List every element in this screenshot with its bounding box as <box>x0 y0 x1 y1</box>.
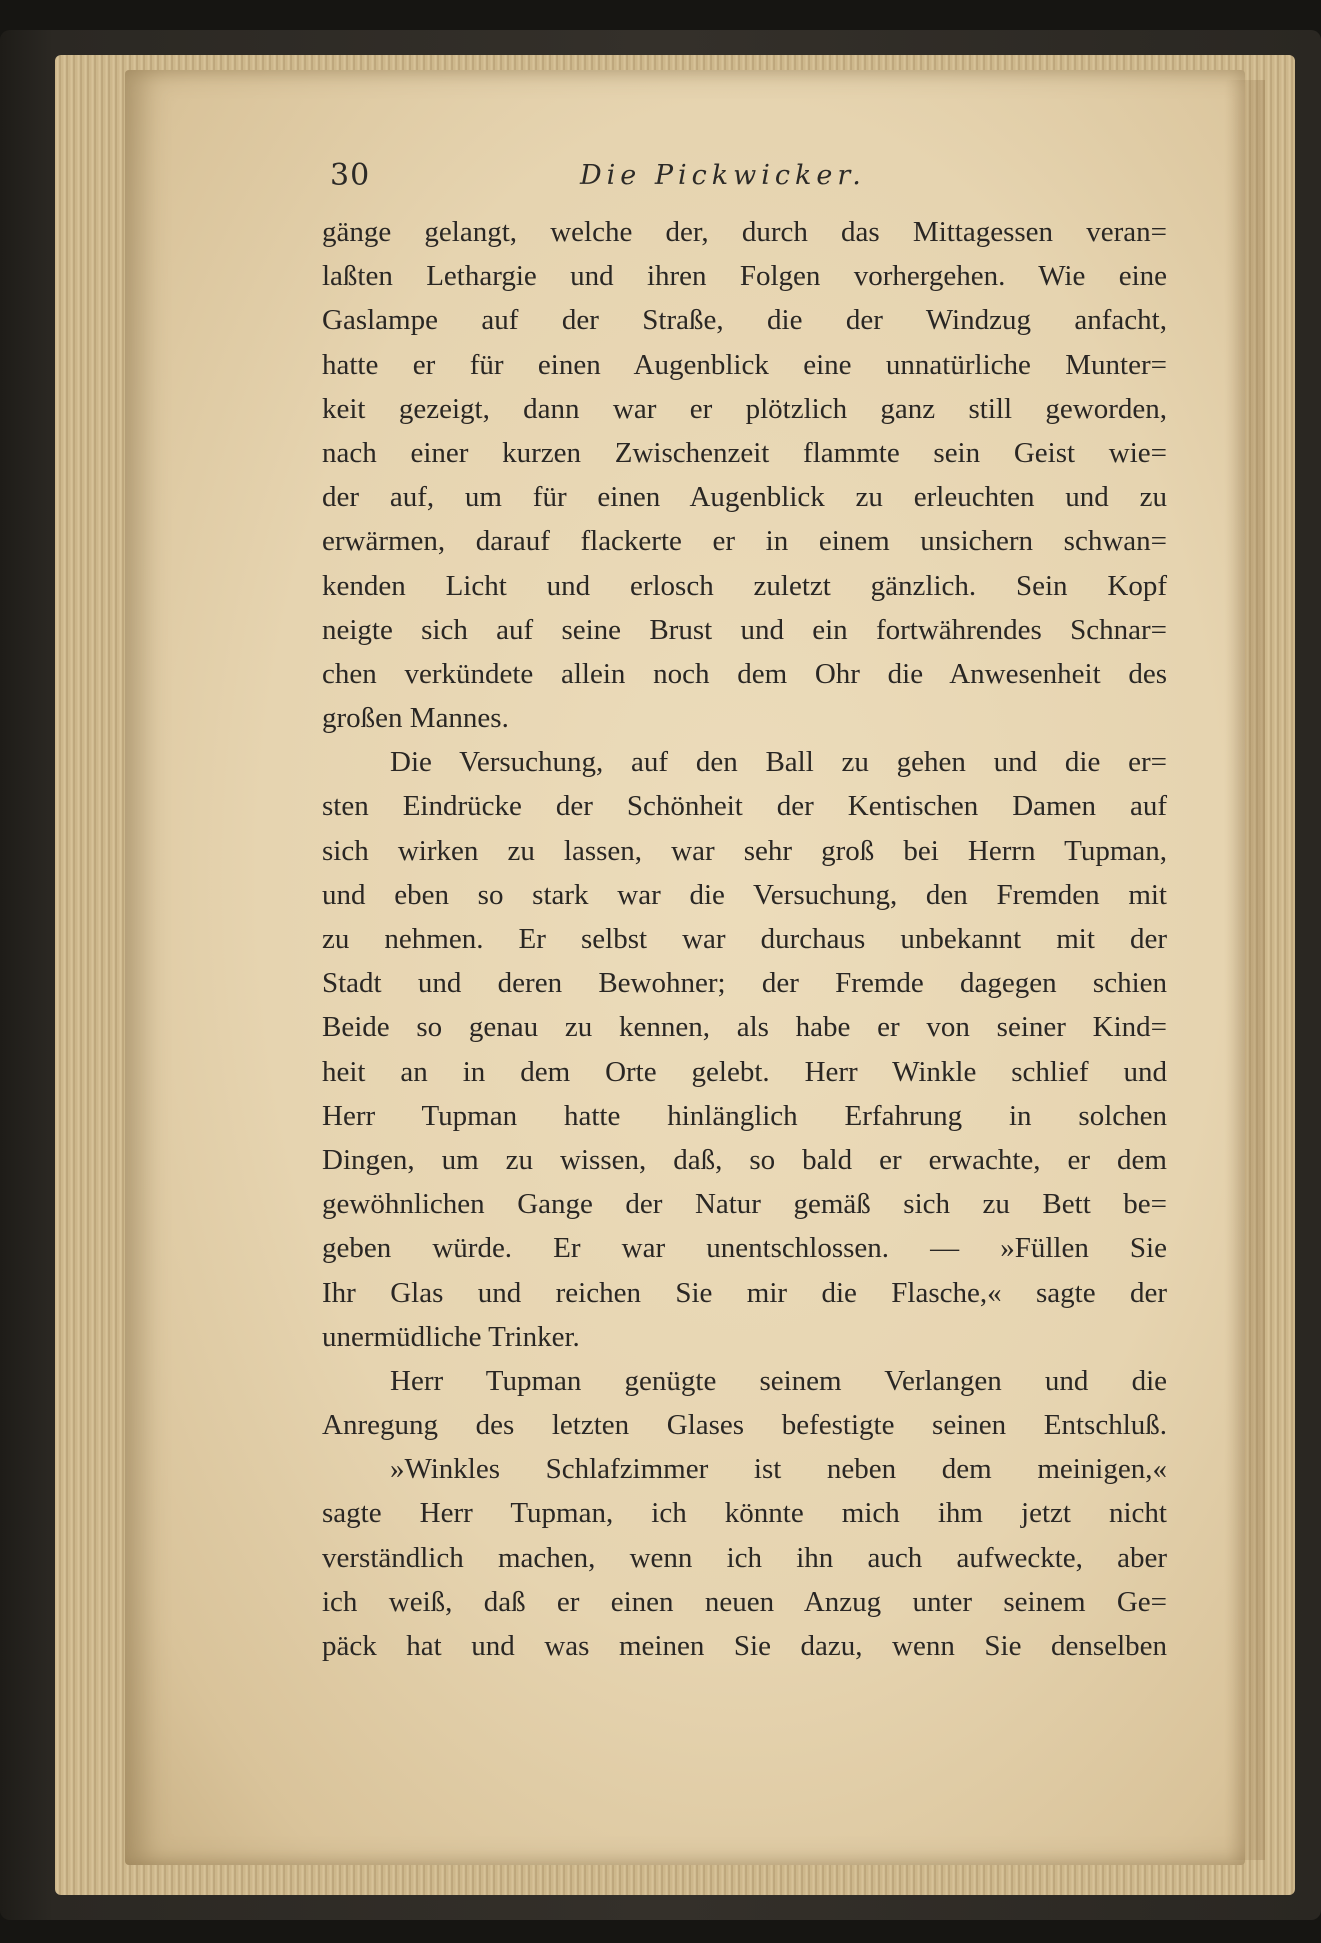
body-text <box>322 210 1167 1668</box>
text-line: sten Eindrücke der Schönheit der Kentischen Damen auf <box>322 790 1167 823</box>
text-line: erwärmen, darauf flackerte er in einem unsichern schwan= <box>322 525 1167 558</box>
text-line: hatte er für einen Augenblick eine unnatürliche Munter= <box>322 348 1167 381</box>
text-line: verständlich machen, wenn ich ihn auch aufweckte, aber <box>322 1541 1167 1574</box>
text-line: Herr Tupman hatte hinlänglich Erfahrung in solchen <box>322 1099 1167 1132</box>
text-line: gänge gelangt, welche der, durch das Mittagessen veran= <box>322 216 1167 248</box>
page-number: 30 <box>330 158 371 193</box>
text-line: sich wirken zu lassen, war sehr groß bei Herrn Tupman, <box>322 834 1167 867</box>
text-line: päck hat und was meinen Sie dazu, wenn Sie denselben <box>322 1630 1167 1662</box>
text-line: und eben so stark war die Versuchung, den Fremden mit <box>322 878 1167 911</box>
text-line: neigte sich auf seine Brust und ein fortwährendes Schnar= <box>322 613 1167 646</box>
text-line: sagte Herr Tupman, ich könnte mich ihm jetzt nicht <box>322 1497 1167 1530</box>
text-line: laßten Lethargie und ihren Folgen vorhergehen. Wie eine <box>322 260 1167 293</box>
text-line: Dingen, um zu wissen, daß, so bald er erwachte, er dem <box>322 1143 1167 1176</box>
text-line: zu nehmen. Er selbst war durchaus unbekannt mit der <box>322 923 1167 955</box>
text-line: Beide so genau zu kennen, als habe er von seiner Kind= <box>322 1011 1167 1044</box>
page-gutter-shadow <box>1225 80 1265 1860</box>
text-line: chen verkündete allein noch dem Ohr die Anwesenheit des <box>322 657 1167 690</box>
text-line: Ihr Glas und reichen Sie mir die Flasche,« sagte der <box>322 1276 1167 1309</box>
text-line: der auf, um für einen Augenblick zu erleuchten und zu <box>322 481 1167 514</box>
page-header <box>330 158 1160 198</box>
running-title: Die Pickwicker. <box>580 160 866 191</box>
text-line: Stadt und deren Bewohner; der Fremde dagegen schien <box>322 967 1167 1000</box>
text-line: Die Versuchung, auf den Ball zu gehen und die er= <box>390 746 1167 779</box>
text-line: »Winkles Schlafzimmer ist neben dem meinigen,« <box>390 1453 1167 1486</box>
text-line: Herr Tupman genügte seinem Verlangen und die <box>390 1364 1167 1397</box>
text-line: keit gezeigt, dann war er plötzlich ganz still geworden, <box>322 392 1167 425</box>
text-line: kenden Licht und erlosch zuletzt gänzlich. Sein Kopf <box>322 569 1167 602</box>
text-line: Gaslampe auf der Straße, die der Windzug anfacht, <box>322 304 1167 337</box>
text-line: unermüdliche Trinker. <box>322 1320 580 1353</box>
text-line: gewöhnlichen Gange der Natur gemäß sich zu Bett be= <box>322 1188 1167 1221</box>
text-line: großen Mannes. <box>322 702 509 735</box>
text-line: ich weiß, daß er einen neuen Anzug unter seinem Ge= <box>322 1585 1167 1618</box>
text-line: nach einer kurzen Zwischenzeit flammte sein Geist wie= <box>322 436 1167 469</box>
text-line: Anregung des letzten Glases befestigte seinen Entschluß. <box>322 1409 1167 1442</box>
text-line: heit an in dem Orte gelebt. Herr Winkle schlief und <box>322 1055 1167 1088</box>
text-line: geben würde. Er war unentschlossen. — »Füllen Sie <box>322 1232 1167 1265</box>
